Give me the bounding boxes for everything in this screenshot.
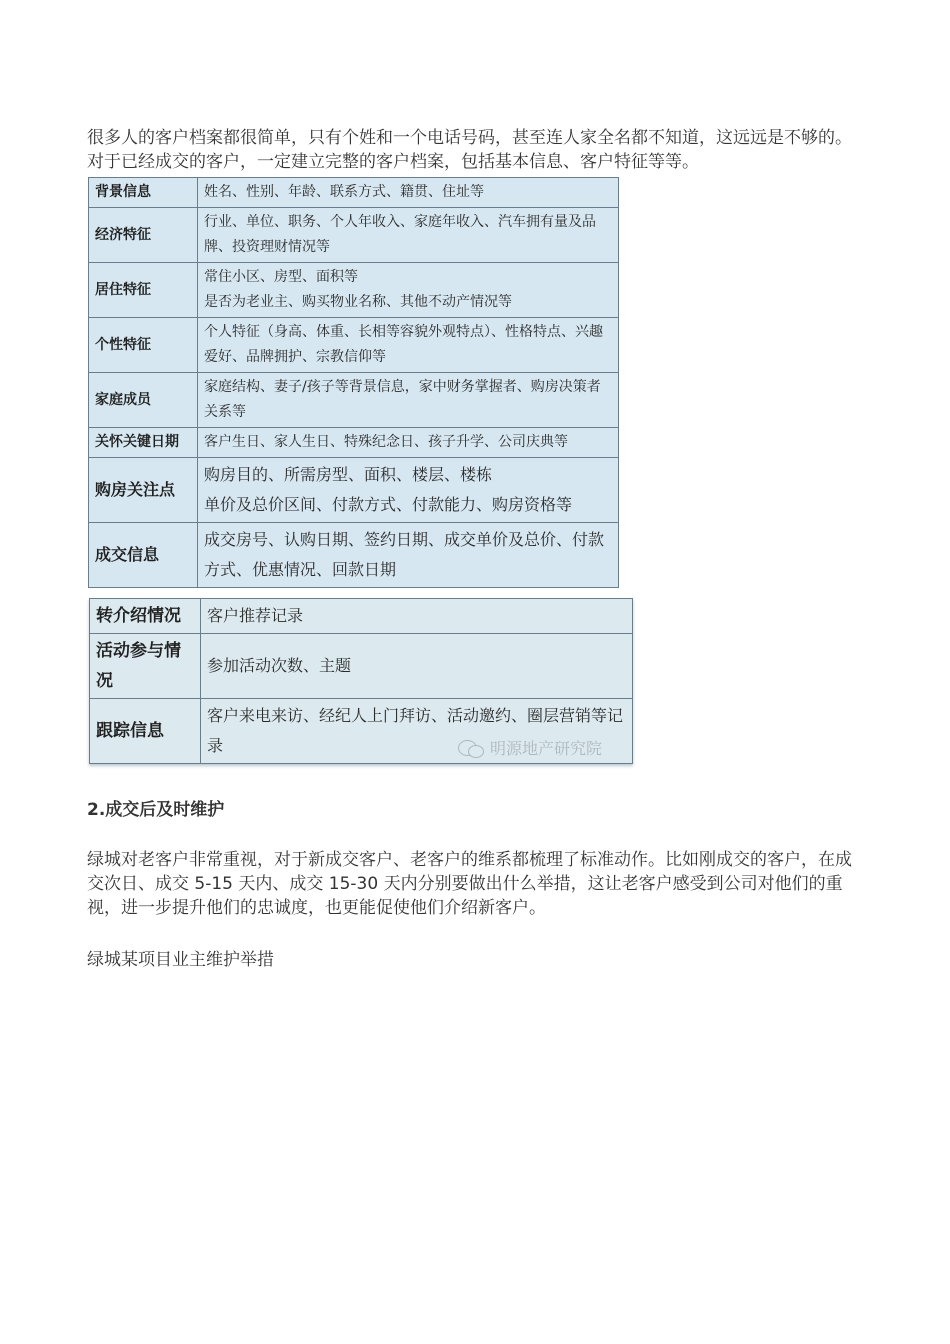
row-label: 关怀关键日期 [89, 428, 198, 458]
section-heading: 2.成交后及时维护 [87, 800, 225, 820]
customer-profile-table [88, 177, 619, 588]
row-value: 成交房号、认购日期、签约日期、成交单价及总价、付款方式、优惠情况、回款日期 [198, 523, 619, 588]
row-value: 行业、单位、职务、个人年收入、家庭年收入、汽车拥有量及品牌、投资理财情况等 [198, 208, 619, 263]
table-row [90, 634, 633, 699]
table-row [89, 318, 619, 373]
row-value: 购房目的、所需房型、面积、楼层、楼栋 单价及总价区间、付款方式、付款能力、购房资格等 [198, 458, 619, 523]
row-label: 购房关注点 [89, 458, 198, 523]
row-label: 家庭成员 [89, 373, 198, 428]
table-row [89, 178, 619, 208]
row-label: 背景信息 [89, 178, 198, 208]
table-row [89, 458, 619, 523]
row-value: 家庭结构、妻子/孩子等背景信息，家中财务掌握者、购房决策者关系等 [198, 373, 619, 428]
table-row [89, 428, 619, 458]
row-label: 个性特征 [89, 318, 198, 373]
table-row [89, 208, 619, 263]
row-value: 个人特征（身高、体重、长相等容貌外观特点）、性格特点、兴趣爱好、品牌拥护、宗教信仰等 [198, 318, 619, 373]
row-label: 活动参与情况 [90, 634, 201, 699]
row-value: 客户来电来访、经纪人上门拜访、活动邀约、圈层营销等记录 [201, 699, 633, 764]
row-label: 经济特征 [89, 208, 198, 263]
row-label: 转介绍情况 [90, 599, 201, 634]
wechat-icon [458, 739, 484, 757]
row-label: 成交信息 [89, 523, 198, 588]
table-row [90, 599, 633, 634]
table-row [89, 373, 619, 428]
row-value: 常住小区、房型、面积等 是否为老业主、购买物业名称、其他不动产情况等 [198, 263, 619, 318]
table-row [89, 263, 619, 318]
row-value: 客户生日、家人生日、特殊纪念日、孩子升学、公司庆典等 [198, 428, 619, 458]
row-label: 跟踪信息 [90, 699, 201, 764]
table-row [89, 523, 619, 588]
caption-paragraph: 绿城某项目业主维护举措 [87, 950, 274, 970]
maintenance-paragraph: 绿城对老客户非常重视，对于新成交客户、老客户的维系都梳理了标准动作。比如刚成交的客户，在成交次日、成交 5-15 天内、成交 15-30 天内分别要做出什么举措，这让老客户感受到公司对他们的重视，进一步提升他们的忠诚度，也更能促使他们介绍新客户。 [87, 850, 852, 918]
watermark [458, 736, 602, 759]
row-value: 姓名、性别、年龄、联系方式、籍贯、住址等 [198, 178, 619, 208]
intro-paragraph: 很多人的客户档案都很简单，只有个姓和一个电话号码，甚至连人家全名都不知道，这远远是不够的。对于已经成交的客户，一定建立完整的客户档案，包括基本信息、客户特征等等。 [87, 128, 852, 172]
watermark-text: 明源地产研究院 [490, 739, 603, 758]
row-value: 参加活动次数、主题 [201, 634, 633, 699]
row-value: 客户推荐记录 [201, 599, 633, 634]
row-label: 居住特征 [89, 263, 198, 318]
